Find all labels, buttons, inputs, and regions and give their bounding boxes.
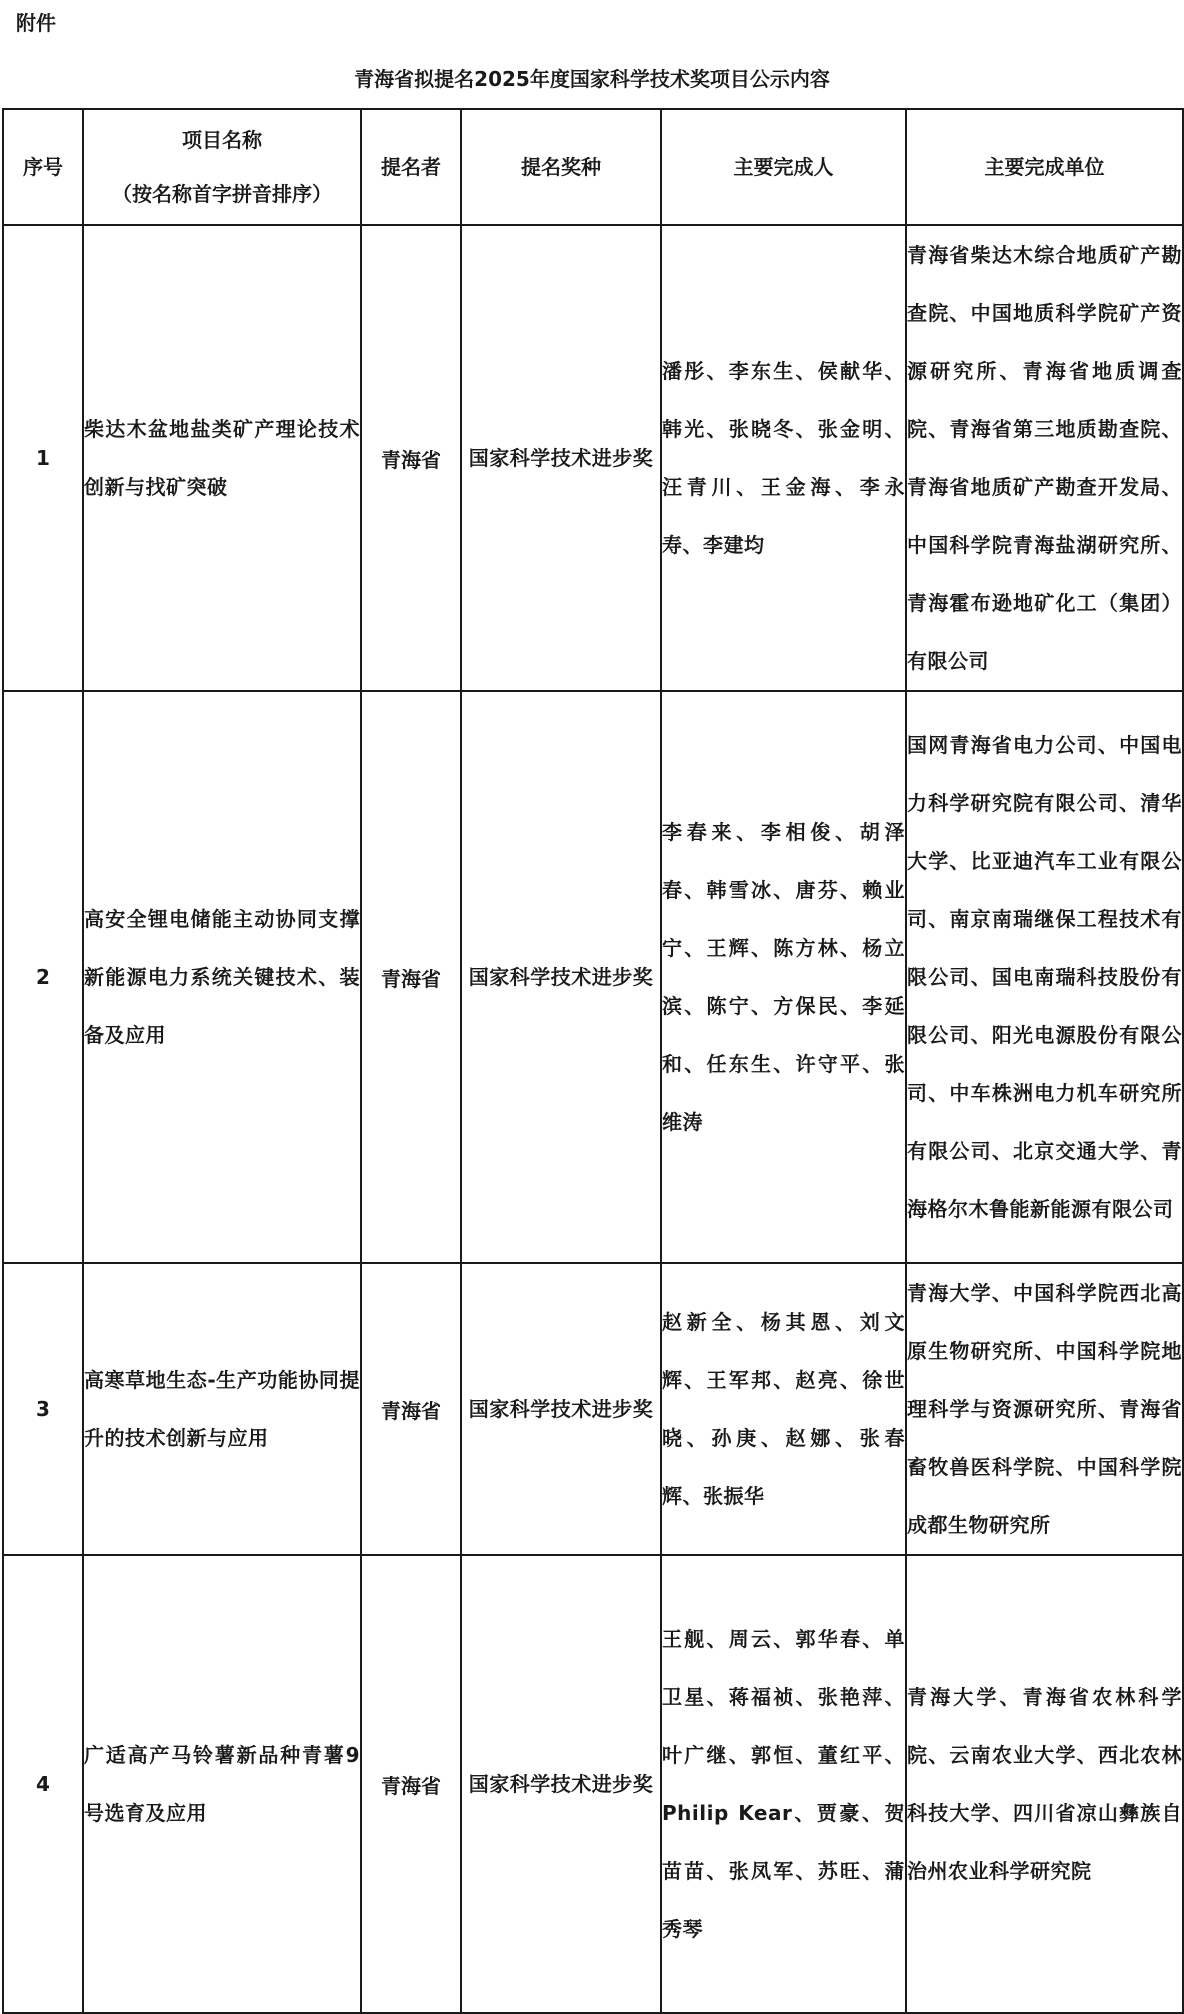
cell-nominator: 青海省 (361, 1263, 461, 1555)
table-row (3, 691, 1183, 1263)
project-name-text: 高安全锂电储能主动协同支撑新能源电力系统关键技术、装备及应用 (84, 907, 360, 1047)
document-title: 青海省拟提名2025年度国家科学技术奖项目公示内容 (354, 67, 830, 91)
main-persons-text: 王舰、周云、郭华春、单卫星、蒋福祯、张艳萍、叶广继、郭恒、董红平、Philip Kear、贾豪、贺苗苗、张凤军、苏旺、蒲秀琴 (662, 1627, 905, 1941)
cell-main-units (906, 225, 1183, 691)
cell-index: 1 (3, 225, 83, 691)
cell-project-name (83, 1263, 361, 1555)
cell-award-type (461, 1555, 661, 2013)
cell-main-persons (661, 1263, 906, 1555)
award-type-text: 国家科学技术进步奖 (468, 965, 654, 989)
table-row (3, 225, 1183, 691)
cell-main-units (906, 1263, 1183, 1555)
main-persons-text: 赵新全、杨其恩、刘文辉、王军邦、赵亮、徐世晓、孙庚、赵娜、张春辉、张振华 (662, 1310, 905, 1508)
main-units-text: 青海大学、青海省农林科学院、云南农业大学、西北农林科技大学、四川省凉山彝族自治州农业科学研究院 (907, 1685, 1182, 1883)
cell-main-persons (661, 1555, 906, 2013)
table-header-row (3, 109, 1183, 225)
award-table (2, 108, 1184, 2014)
cell-main-persons (661, 691, 906, 1263)
table-row (3, 1263, 1183, 1555)
column-header-project-name (83, 109, 361, 225)
cell-index: 4 (3, 1555, 83, 2013)
cell-nominator: 青海省 (361, 691, 461, 1263)
main-persons-text: 潘彤、李东生、侯献华、韩光、张晓冬、张金明、汪青川、王金海、李永寿、李建均 (662, 359, 905, 557)
main-units-text: 青海大学、中国科学院西北高原生物研究所、中国科学院地理科学与资源研究所、青海省畜牧兽医科学院、中国科学院成都生物研究所 (907, 1281, 1182, 1537)
cell-nominator: 青海省 (361, 1555, 461, 2013)
column-header-project-name-note: （按名称首字拼音排序） (112, 182, 332, 206)
column-header-index: 序号 (3, 109, 83, 225)
cell-project-name (83, 1555, 361, 2013)
project-name-text: 柴达木盆地盐类矿产理论技术创新与找矿突破 (84, 417, 360, 499)
award-type-text: 国家科学技术进步奖 (468, 446, 654, 470)
column-header-main-units: 主要完成单位 (906, 109, 1183, 225)
cell-index: 3 (3, 1263, 83, 1555)
project-name-text: 高寒草地生态-生产功能协同提升的技术创新与应用 (84, 1368, 360, 1450)
column-header-main-persons: 主要完成人 (661, 109, 906, 225)
main-units-text: 青海省柴达木综合地质矿产勘查院、中国地质科学院矿产资源研究所、青海省地质调查院、青海省第三地质勘查院、青海省地质矿产勘查开发局、中国科学院青海盐湖研究所、青海霍布逊地矿化工（集团）有限公司 (907, 243, 1182, 673)
main-units-text: 国网青海省电力公司、中国电力科学研究院有限公司、清华大学、比亚迪汽车工业有限公司、南京南瑞继保工程技术有限公司、国电南瑞科技股份有限公司、阳光电源股份有限公司、中车株洲电力机车研究所有限公司、北京交通大学、青海格尔木鲁能新能源有限公司 (907, 733, 1182, 1221)
award-type-text: 国家科学技术进步奖 (468, 1772, 654, 1796)
main-persons-text: 李春来、李相俊、胡泽春、韩雪冰、唐芬、赖业宁、王辉、陈方林、杨立滨、陈宁、方保民、李延和、任东生、许守平、张维涛 (662, 820, 905, 1134)
cell-main-units (906, 691, 1183, 1263)
cell-project-name (83, 225, 361, 691)
cell-award-type (461, 225, 661, 691)
award-type-text: 国家科学技术进步奖 (468, 1397, 654, 1421)
cell-main-persons (661, 225, 906, 691)
project-name-text: 广适高产马铃薯新品种青薯9号选育及应用 (84, 1743, 360, 1825)
column-header-nominator: 提名者 (361, 109, 461, 225)
cell-nominator: 青海省 (361, 225, 461, 691)
cell-award-type (461, 691, 661, 1263)
cell-project-name (83, 691, 361, 1263)
cell-index: 2 (3, 691, 83, 1263)
table-row (3, 1555, 1183, 2013)
cell-main-units (906, 1555, 1183, 2013)
cell-award-type (461, 1263, 661, 1555)
attachment-label: 附件 (16, 11, 56, 35)
column-header-project-name-label: 项目名称 (182, 128, 262, 152)
column-header-award-type: 提名奖种 (461, 109, 661, 225)
